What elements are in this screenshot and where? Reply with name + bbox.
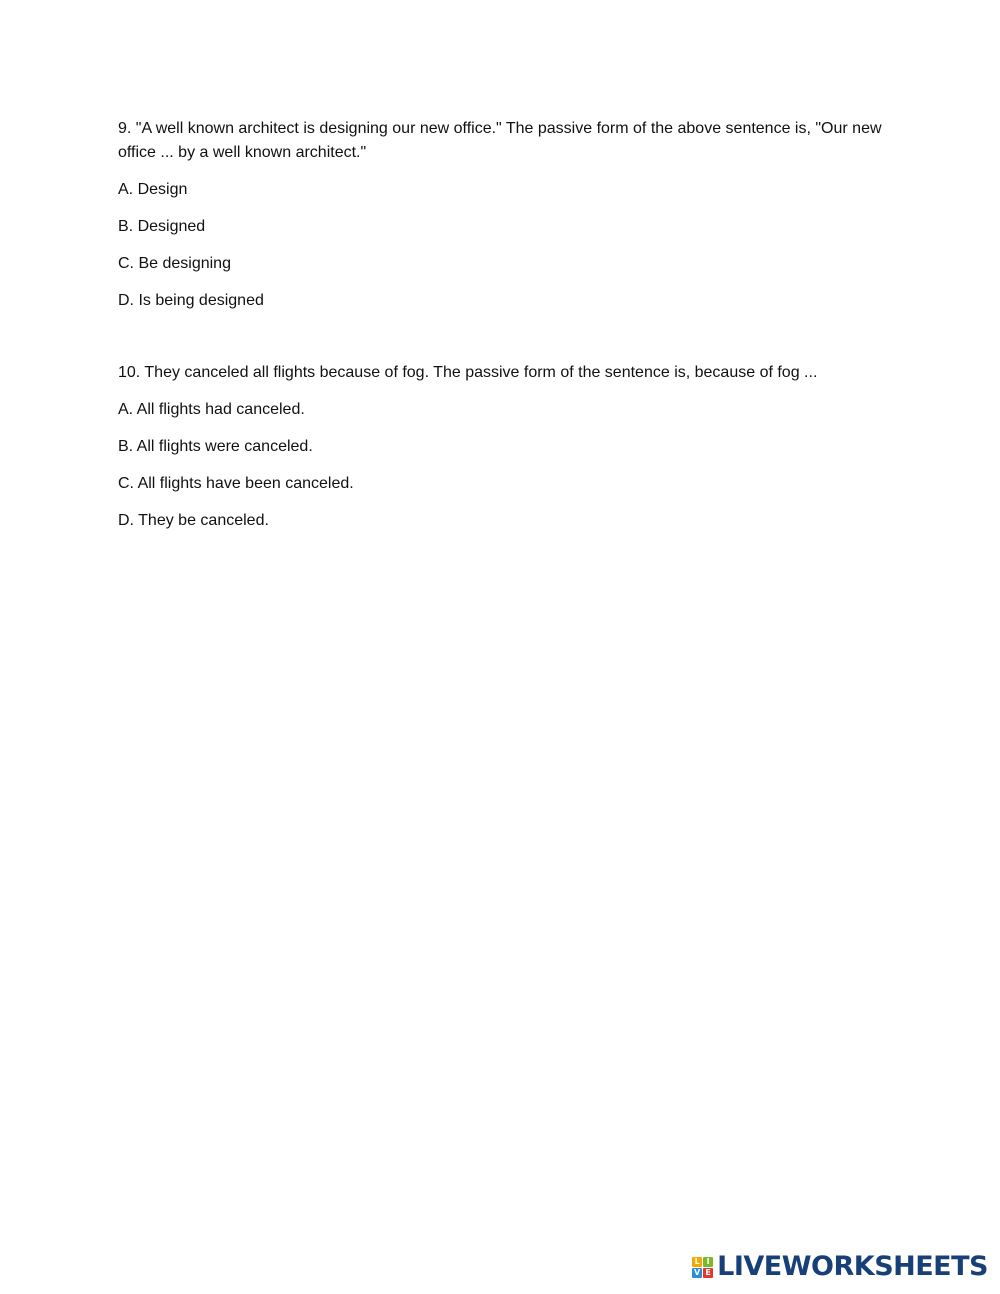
liveworksheets-logo	[692, 1252, 988, 1282]
question-9-option-d: D. Is being designed	[118, 292, 264, 309]
question-10-option-c: C. All flights have been canceled.	[118, 475, 354, 492]
logo-wordmark: LIVEWORKSHEETS	[717, 1251, 988, 1282]
badge-letter-e: E	[703, 1268, 713, 1278]
question-10	[118, 361, 888, 546]
question-9-option-a: A. Design	[118, 181, 188, 198]
badge-letter-i: I	[703, 1257, 713, 1267]
badge-letter-l: L	[692, 1257, 702, 1267]
question-10-option-b: B. All flights were canceled.	[118, 438, 313, 455]
question-9-option-c: C. Be designing	[118, 255, 231, 272]
question-10-text: 10. They canceled all flights because of fog. The passive form of the sentence is, because of fog ...	[118, 364, 818, 381]
live-badge-icon	[692, 1257, 713, 1278]
question-9-option-b: B. Designed	[118, 218, 206, 235]
question-9	[118, 117, 888, 326]
question-10-option-a: A. All flights had canceled.	[118, 401, 305, 418]
question-10-option-d: D. They be canceled.	[118, 512, 269, 529]
badge-letter-v: V	[694, 1267, 701, 1277]
question-9-text: 9. "A well known architect is designing our new office." The passive form of the above sentence is, "Our new office ... by a well known architect."	[118, 120, 882, 161]
